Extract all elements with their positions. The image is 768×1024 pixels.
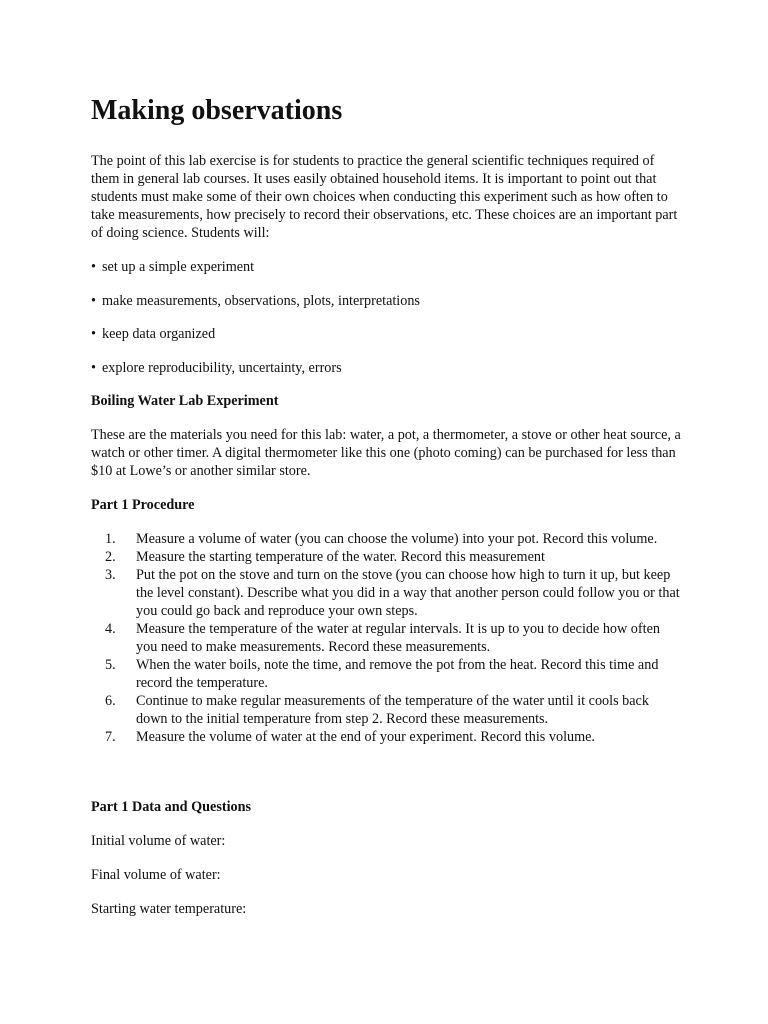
list-item-text: explore reproducibility, uncertainty, errors [102, 359, 342, 376]
list-item-text: make measurements, observations, plots, interpretations [102, 292, 420, 309]
materials-paragraph: These are the materials you need for this lab: water, a pot, a thermometer, a stove or other heat source, a watch or other timer. A digital thermometer like this one (photo coming) can be purchased for less than $10 at Lowe’s or another similar store. [91, 427, 681, 479]
list-item [91, 530, 681, 548]
field-final-volume: Final volume of water: [91, 867, 221, 883]
step-number: 3. [105, 567, 116, 583]
list-item [91, 620, 681, 656]
step-text: When the water boils, note the time, and remove the pot from the heat. Record this time and record the temperature. [136, 657, 659, 691]
list-item-text: set up a simple experiment [102, 259, 255, 275]
step-number: 1. [105, 531, 116, 547]
list-item [91, 292, 420, 310]
list-item-text: keep data organized [102, 326, 216, 342]
list-item [91, 692, 681, 728]
list-item [91, 566, 681, 620]
bullet-icon: • [91, 359, 96, 376]
list-item [91, 656, 681, 692]
step-number: 4. [105, 621, 116, 637]
objectives-list [91, 258, 420, 392]
step-text: Measure the starting temperature of the water. Record this measurement [136, 549, 545, 565]
page-title: Making observations [91, 95, 343, 126]
step-text: Put the pot on the stove and turn on the stove (you can choose how high to turn it up, but keep the level constant). Describe what you did in a way that another person could follow you or that you could go back and reproduce your own steps. [136, 567, 680, 619]
list-item [91, 258, 420, 276]
step-text: Measure the temperature of the water at regular intervals. It is up to you to decide how often you need to make measurements. Record these measurements. [136, 621, 660, 655]
list-item [91, 325, 420, 343]
bullet-icon: • [91, 292, 96, 309]
step-text: Measure a volume of water (you can choose the volume) into your pot. Record this volume. [136, 531, 658, 547]
bullet-icon: • [91, 259, 96, 275]
bullet-icon: • [91, 326, 96, 342]
list-item [91, 359, 420, 377]
data-heading: Part 1 Data and Questions [91, 799, 252, 815]
intro-paragraph: The point of this lab exercise is for students to practice the general scientific techniques required of them in general lab courses. It uses easily obtained household items. It is important to point out that students must make some of their own choices when conducting this experiment such as how often to take measurements, how precisely to record their observations, etc. These choices are an important part of doing science. Students will: [91, 153, 678, 241]
step-text: Continue to make regular measurements of the temperature of the water until it cools back down to the initial temperature from step 2. Record these measurements. [136, 693, 649, 727]
step-text: Measure the volume of water at the end of your experiment. Record this volume. [136, 729, 595, 745]
lab-heading: Boiling Water Lab Experiment [91, 393, 279, 409]
procedure-list [91, 530, 681, 746]
field-initial-volume: Initial volume of water: [91, 833, 226, 849]
step-number: 5. [105, 657, 116, 673]
step-number: 7. [105, 729, 116, 745]
step-number: 6. [105, 693, 116, 709]
procedure-heading: Part 1 Procedure [91, 497, 195, 513]
list-item [91, 548, 681, 566]
field-starting-temperature: Starting water temperature: [91, 901, 247, 917]
step-number: 2. [105, 549, 116, 565]
list-item [91, 728, 681, 746]
